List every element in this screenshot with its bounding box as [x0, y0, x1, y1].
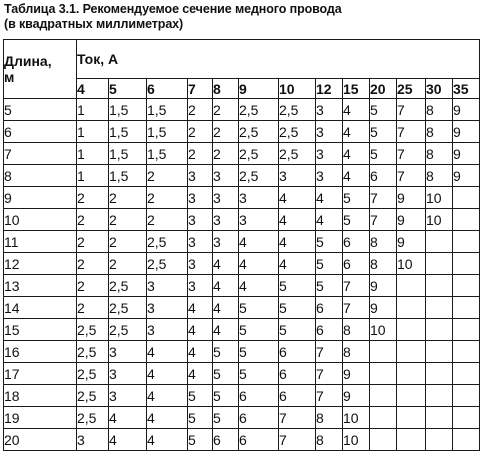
current-value-header: 12 [316, 79, 343, 99]
cross-section-cell: 2,5 [77, 407, 109, 429]
cross-section-cell [453, 363, 480, 385]
cross-section-cell: 3 [77, 429, 109, 451]
cross-section-cell: 7 [397, 121, 426, 143]
cross-section-cell: 7 [343, 275, 370, 297]
cross-section-cell: 6 [370, 165, 397, 187]
cross-section-cell: 9 [370, 297, 397, 319]
cross-section-cell: 4 [109, 429, 147, 451]
cross-section-cell: 4 [343, 121, 370, 143]
cross-section-cell: 3 [109, 341, 147, 363]
cross-section-cell: 7 [316, 385, 343, 407]
cross-section-cell: 4 [188, 319, 213, 341]
cross-section-cell: 4 [188, 363, 213, 385]
length-cell: 12 [4, 253, 77, 275]
cross-section-cell: 2,5 [279, 99, 316, 121]
cross-section-cell: 3 [239, 209, 279, 231]
length-cell: 18 [4, 385, 77, 407]
cross-section-cell: 5 [239, 363, 279, 385]
cross-section-cell [370, 363, 397, 385]
cross-section-cell: 5 [370, 121, 397, 143]
cross-section-cell: 2,5 [109, 275, 147, 297]
cross-section-cell [397, 407, 426, 429]
cross-section-cell [453, 275, 480, 297]
length-cell: 7 [4, 143, 77, 165]
cross-section-cell: 2 [109, 187, 147, 209]
cross-section-cell: 5 [188, 385, 213, 407]
cross-section-cell: 4 [343, 143, 370, 165]
cross-section-cell: 1,5 [147, 99, 188, 121]
cross-section-cell: 5 [316, 275, 343, 297]
cross-section-cell: 1 [77, 143, 109, 165]
cross-section-cell [426, 385, 453, 407]
table-row [4, 121, 480, 143]
cross-section-cell: 4 [213, 253, 239, 275]
cross-section-cell: 5 [188, 429, 213, 451]
cross-section-cell [453, 407, 480, 429]
cross-section-cell: 7 [316, 363, 343, 385]
cross-section-cell [397, 319, 426, 341]
cross-section-cell: 2,5 [147, 231, 188, 253]
cross-section-cell: 4 [239, 253, 279, 275]
table-row [4, 187, 480, 209]
cross-section-cell: 9 [453, 165, 480, 187]
table-row [4, 231, 480, 253]
length-cell: 16 [4, 341, 77, 363]
cross-section-cell: 3 [213, 231, 239, 253]
cross-section-cell: 2 [77, 275, 109, 297]
cross-section-cell [453, 319, 480, 341]
cross-section-cell: 5 [188, 407, 213, 429]
cross-section-cell: 6 [279, 341, 316, 363]
cross-section-cell: 3 [188, 253, 213, 275]
cross-section-cell: 8 [426, 143, 453, 165]
current-value-header: 20 [370, 79, 397, 99]
cross-section-cell: 4 [316, 209, 343, 231]
cross-section-cell: 5 [239, 319, 279, 341]
cross-section-cell: 2 [188, 143, 213, 165]
cross-section-cell: 1,5 [147, 143, 188, 165]
cross-section-cell: 2 [213, 121, 239, 143]
cross-section-cell [426, 363, 453, 385]
cross-section-cell: 2,5 [109, 297, 147, 319]
length-header-unit: м [4, 69, 15, 85]
length-cell: 8 [4, 165, 77, 187]
cross-section-cell: 5 [279, 275, 316, 297]
cross-section-cell: 4 [147, 341, 188, 363]
cross-section-cell: 1 [77, 121, 109, 143]
cross-section-cell: 6 [279, 385, 316, 407]
cross-section-cell [426, 275, 453, 297]
cross-section-cell: 6 [343, 231, 370, 253]
cross-section-cell: 9 [343, 363, 370, 385]
cross-section-cell: 1,5 [109, 121, 147, 143]
cross-section-cell: 2 [147, 209, 188, 231]
cross-section-cell: 2 [213, 143, 239, 165]
cross-section-cell: 5 [213, 341, 239, 363]
cross-section-cell: 3 [188, 209, 213, 231]
cross-section-cell: 6 [239, 429, 279, 451]
table-row [4, 385, 480, 407]
cross-section-cell [453, 231, 480, 253]
cross-section-cell: 2 [77, 253, 109, 275]
cross-section-cell: 1 [77, 99, 109, 121]
cross-section-cell: 2 [213, 99, 239, 121]
cross-section-cell [426, 341, 453, 363]
cross-section-cell: 3 [109, 363, 147, 385]
cross-section-cell [453, 341, 480, 363]
cross-section-cell: 3 [188, 187, 213, 209]
cross-section-cell: 2 [77, 231, 109, 253]
current-value-header: 35 [453, 79, 480, 99]
cross-section-cell: 8 [370, 231, 397, 253]
cross-section-cell: 4 [316, 187, 343, 209]
cross-section-cell: 3 [213, 209, 239, 231]
cross-section-cell: 4 [147, 363, 188, 385]
length-cell: 10 [4, 209, 77, 231]
caption-units: (в квадратных миллиметрах) [4, 17, 184, 31]
length-cell: 15 [4, 319, 77, 341]
cross-section-cell: 2,5 [279, 121, 316, 143]
table-row [4, 253, 480, 275]
current-value-header: 6 [147, 79, 188, 99]
cross-section-cell: 8 [426, 165, 453, 187]
cross-section-cell: 5 [239, 341, 279, 363]
cross-section-cell: 8 [343, 319, 370, 341]
current-value-header: 9 [239, 79, 279, 99]
cross-section-cell [397, 385, 426, 407]
table-row [4, 297, 480, 319]
cross-section-cell: 7 [397, 99, 426, 121]
cross-section-cell: 5 [239, 297, 279, 319]
cross-section-cell: 2,5 [77, 341, 109, 363]
cross-section-cell: 5 [279, 319, 316, 341]
cross-section-cell [453, 187, 480, 209]
table-row [4, 363, 480, 385]
cross-section-cell [453, 297, 480, 319]
length-cell: 6 [4, 121, 77, 143]
cross-section-cell [397, 297, 426, 319]
cross-section-cell: 7 [370, 187, 397, 209]
cross-section-cell [370, 385, 397, 407]
cross-section-cell: 4 [343, 99, 370, 121]
cross-section-cell: 9 [343, 385, 370, 407]
cross-section-cell: 3 [316, 143, 343, 165]
cross-section-cell: 8 [370, 253, 397, 275]
cross-section-cell: 1,5 [109, 99, 147, 121]
cross-section-cell: 9 [453, 99, 480, 121]
cross-section-cell: 6 [316, 319, 343, 341]
cross-section-cell: 5 [279, 297, 316, 319]
cross-section-cell: 4 [239, 231, 279, 253]
cross-section-cell: 3 [188, 275, 213, 297]
length-cell: 5 [4, 99, 77, 121]
cross-section-cell [397, 363, 426, 385]
caption-title: Таблица 3.1. Рекомендуемое сечение медного провода [4, 2, 342, 16]
cross-section-cell: 6 [213, 429, 239, 451]
cross-section-cell [426, 407, 453, 429]
cross-section-cell: 3 [316, 121, 343, 143]
current-value-header: 25 [397, 79, 426, 99]
cross-section-cell: 7 [397, 143, 426, 165]
current-value-header: 8 [213, 79, 239, 99]
cross-section-cell: 10 [426, 187, 453, 209]
cross-section-cell: 8 [316, 429, 343, 451]
cross-section-cell: 6 [239, 407, 279, 429]
cross-section-cell: 2 [147, 165, 188, 187]
cross-section-cell: 4 [279, 209, 316, 231]
cross-section-cell: 4 [239, 275, 279, 297]
table-row [4, 407, 480, 429]
cross-section-cell: 5 [213, 407, 239, 429]
cross-section-cell: 7 [279, 407, 316, 429]
cross-section-cell: 5 [316, 231, 343, 253]
cross-section-cell: 5 [316, 253, 343, 275]
cross-section-cell [370, 341, 397, 363]
cross-section-cell: 9 [453, 143, 480, 165]
cross-section-cell: 9 [397, 209, 426, 231]
cross-section-cell: 5 [343, 187, 370, 209]
cross-section-cell: 2,5 [239, 121, 279, 143]
cross-section-cell: 2,5 [239, 99, 279, 121]
cross-section-cell: 9 [370, 275, 397, 297]
cross-section-cell: 4 [147, 407, 188, 429]
cross-section-cell: 2,5 [239, 143, 279, 165]
cross-section-cell: 3 [147, 319, 188, 341]
cross-section-cell [426, 319, 453, 341]
cross-section-cell: 4 [188, 341, 213, 363]
cross-section-cell [453, 209, 480, 231]
cross-section-cell: 2,5 [109, 319, 147, 341]
cross-section-cell: 1,5 [147, 121, 188, 143]
cross-section-cell: 4 [279, 253, 316, 275]
cross-section-cell: 3 [279, 165, 316, 187]
length-header-label: Длина, [4, 53, 52, 69]
cross-section-cell [397, 275, 426, 297]
cross-section-cell: 9 [397, 231, 426, 253]
cross-section-cell: 2,5 [77, 385, 109, 407]
length-cell: 20 [4, 429, 77, 451]
cross-section-cell [370, 407, 397, 429]
cross-section-cell: 7 [397, 165, 426, 187]
cross-section-cell: 8 [316, 407, 343, 429]
cross-section-cell: 7 [279, 429, 316, 451]
cross-section-cell: 10 [397, 253, 426, 275]
current-value-header: 7 [188, 79, 213, 99]
table-row [4, 99, 480, 121]
cross-section-cell: 8 [426, 121, 453, 143]
cross-section-cell: 6 [279, 363, 316, 385]
cross-section-cell: 2 [147, 187, 188, 209]
cross-section-cell: 2 [109, 253, 147, 275]
cross-section-cell: 2 [77, 297, 109, 319]
cross-section-cell: 3 [147, 297, 188, 319]
cross-section-cell: 10 [370, 319, 397, 341]
current-value-header: 4 [77, 79, 109, 99]
cross-section-cell: 4 [343, 165, 370, 187]
cross-section-cell: 2 [77, 187, 109, 209]
table-row [4, 341, 480, 363]
cross-section-cell [426, 297, 453, 319]
cross-section-cell: 3 [188, 231, 213, 253]
cross-section-cell [453, 429, 480, 451]
cross-section-cell: 3 [147, 275, 188, 297]
cross-section-cell: 4 [147, 385, 188, 407]
current-value-header: 30 [426, 79, 453, 99]
cross-section-cell: 4 [213, 275, 239, 297]
cross-section-cell: 7 [343, 297, 370, 319]
cross-section-cell: 9 [453, 121, 480, 143]
cross-section-cell: 2 [109, 231, 147, 253]
table-row [4, 165, 480, 187]
cross-section-cell: 3 [109, 385, 147, 407]
cross-section-cell: 5 [343, 209, 370, 231]
cross-section-cell: 4 [109, 407, 147, 429]
length-cell: 19 [4, 407, 77, 429]
cross-section-cell: 5 [370, 143, 397, 165]
cross-section-cell: 3 [239, 187, 279, 209]
length-cell: 11 [4, 231, 77, 253]
cross-section-cell [397, 341, 426, 363]
cross-section-cell: 3 [213, 187, 239, 209]
cross-section-cell: 6 [239, 385, 279, 407]
cross-section-cell: 4 [147, 429, 188, 451]
cross-section-cell: 2 [77, 209, 109, 231]
cross-section-cell: 10 [343, 407, 370, 429]
cross-section-cell: 1,5 [109, 143, 147, 165]
cross-section-cell: 4 [279, 187, 316, 209]
cross-section-cell: 6 [316, 297, 343, 319]
current-value-header: 15 [343, 79, 370, 99]
length-cell: 13 [4, 275, 77, 297]
cross-section-cell: 5 [213, 385, 239, 407]
cross-section-cell: 9 [397, 187, 426, 209]
cross-section-cell [426, 231, 453, 253]
cross-section-cell: 2 [188, 99, 213, 121]
header-row [4, 40, 480, 79]
length-cell: 14 [4, 297, 77, 319]
length-column-header [4, 40, 77, 99]
cross-section-cell: 6 [343, 253, 370, 275]
cross-section-cell: 7 [370, 209, 397, 231]
cross-section-cell: 7 [316, 341, 343, 363]
cross-section-cell: 2 [188, 121, 213, 143]
cross-section-cell: 5 [370, 99, 397, 121]
table-row [4, 429, 480, 451]
table-row [4, 209, 480, 231]
cross-section-cell: 10 [426, 209, 453, 231]
cross-section-cell: 1 [77, 165, 109, 187]
cross-section-cell [426, 253, 453, 275]
cross-section-cell [397, 429, 426, 451]
cross-section-cell: 8 [343, 341, 370, 363]
current-value-header: 5 [109, 79, 147, 99]
current-value-header: 10 [279, 79, 316, 99]
cross-section-cell: 8 [426, 99, 453, 121]
cross-section-cell: 3 [188, 165, 213, 187]
cross-section-cell [426, 429, 453, 451]
table-caption [4, 2, 494, 32]
cross-section-cell: 3 [316, 99, 343, 121]
cross-section-cell [453, 385, 480, 407]
cross-section-cell: 3 [316, 165, 343, 187]
cross-section-cell: 4 [188, 297, 213, 319]
cross-section-cell: 4 [213, 297, 239, 319]
cross-section-cell: 5 [213, 363, 239, 385]
cross-section-cell: 2,5 [239, 165, 279, 187]
table-row [4, 319, 480, 341]
cross-section-cell [453, 253, 480, 275]
wire-gauge-table [3, 39, 480, 451]
length-cell: 9 [4, 187, 77, 209]
cross-section-cell: 3 [213, 165, 239, 187]
cross-section-cell [370, 429, 397, 451]
cross-section-cell: 1,5 [109, 165, 147, 187]
cross-section-cell: 10 [343, 429, 370, 451]
cross-section-cell: 2 [109, 209, 147, 231]
cross-section-cell: 2,5 [77, 363, 109, 385]
length-cell: 17 [4, 363, 77, 385]
cross-section-cell: 2,5 [279, 143, 316, 165]
cross-section-cell: 4 [279, 231, 316, 253]
cross-section-cell: 4 [213, 319, 239, 341]
table-row [4, 275, 480, 297]
cross-section-cell: 2,5 [77, 319, 109, 341]
current-column-header: Ток, А [77, 40, 480, 79]
table-body [4, 99, 480, 451]
table-row [4, 143, 480, 165]
cross-section-cell: 2,5 [147, 253, 188, 275]
